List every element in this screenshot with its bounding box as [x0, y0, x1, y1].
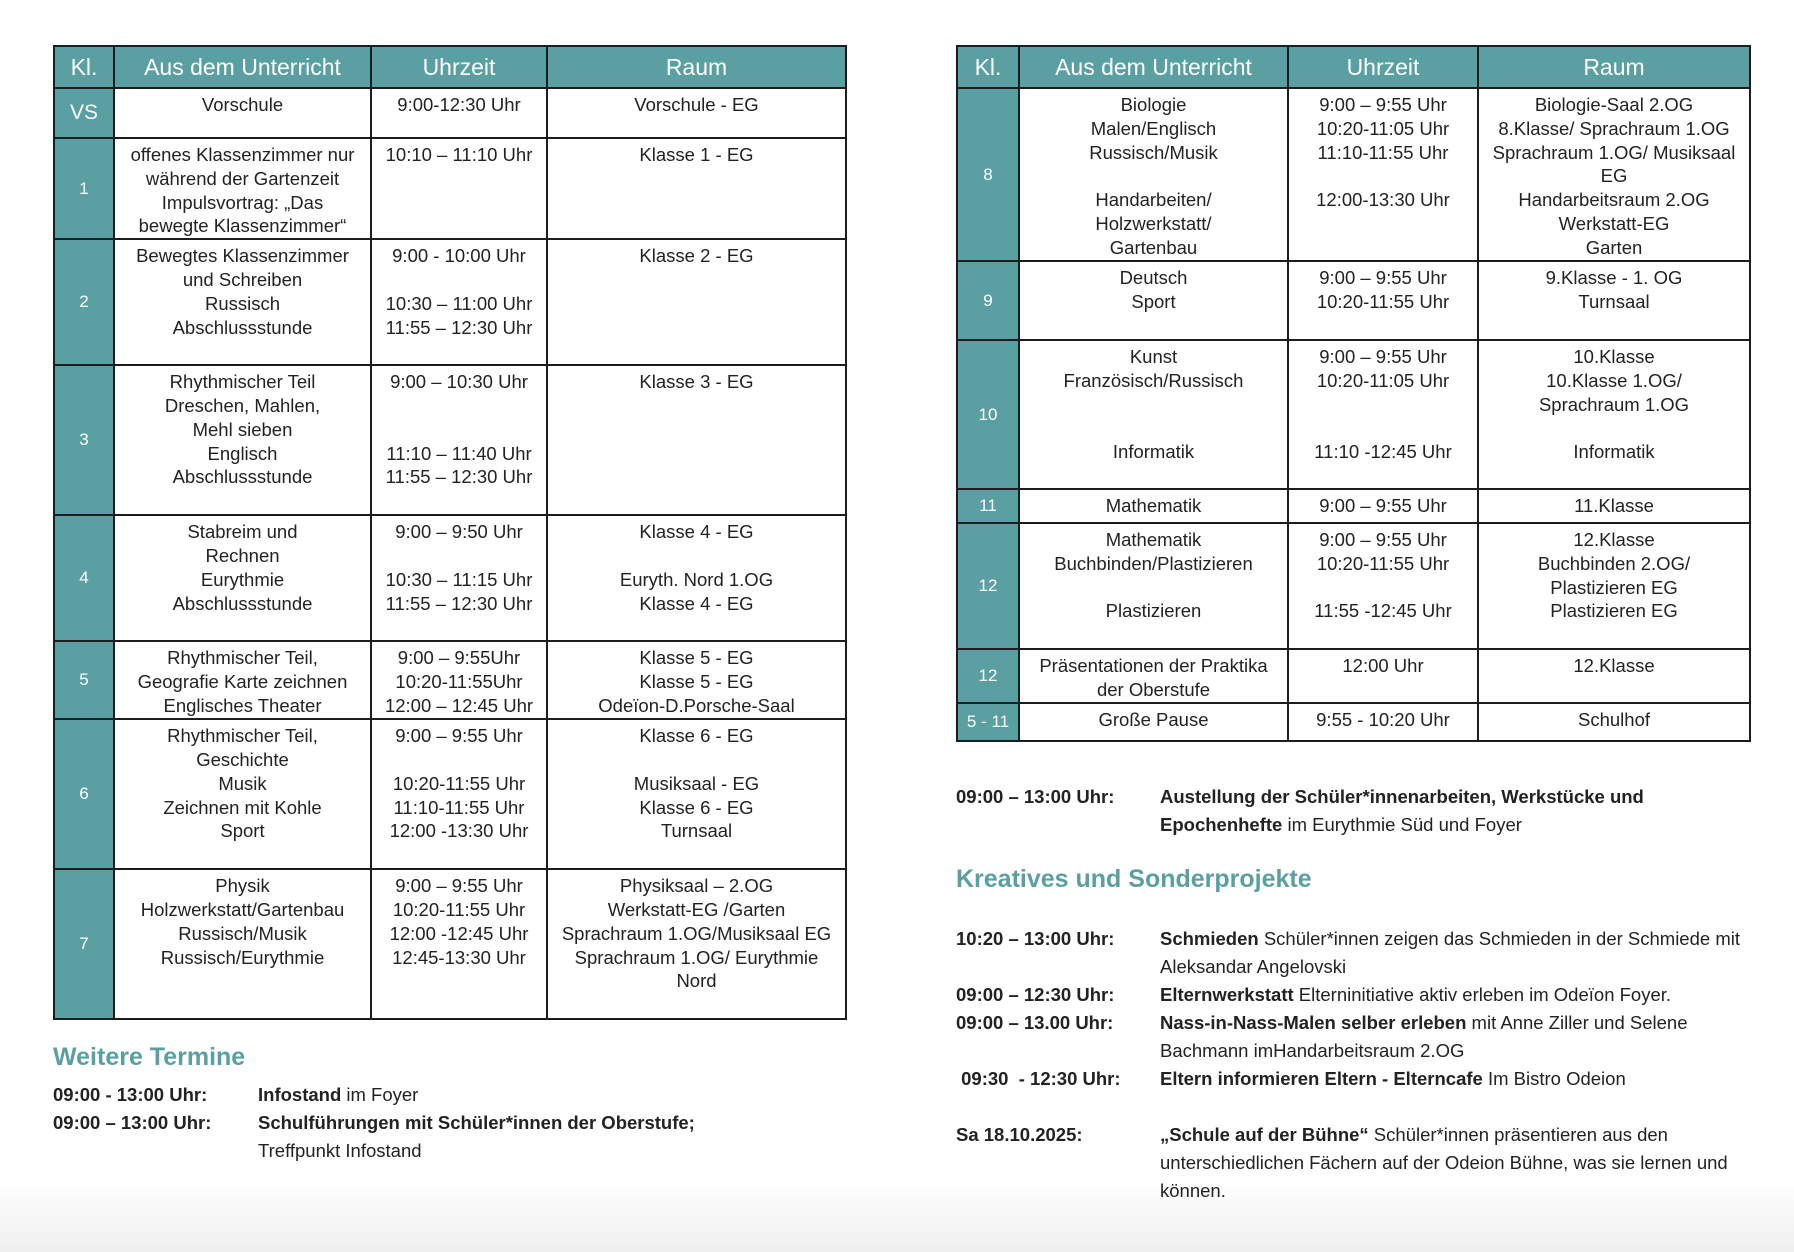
event-description: mit Anne Ziller und Selene Bachmann imHandarbeitsraum 2.OG: [1160, 1012, 1688, 1061]
schedule-table-left: [53, 45, 847, 1020]
time-cell: [371, 239, 547, 365]
subject-line: Dreschen, Mahlen,: [164, 394, 321, 416]
event-item: [956, 925, 1756, 981]
time-line: [372, 544, 546, 568]
subject-line: Russisch/Musik: [1089, 141, 1218, 163]
table-row: [54, 239, 846, 365]
event-title: Infostand: [258, 1084, 342, 1105]
subject-cell: [1019, 489, 1288, 523]
room-line: Informatik: [1573, 441, 1655, 463]
subject-line: Rhythmischer Teil,: [167, 647, 318, 669]
subject-line: Rechnen: [205, 544, 280, 566]
class-number: 2: [54, 239, 114, 365]
event-time: Sa 18.10.2025:: [956, 1124, 1083, 1145]
subject-line: Mathematik: [1105, 529, 1202, 550]
table-row: [957, 88, 1750, 261]
room-cell: [1478, 703, 1750, 741]
room-line: Sprachraum 1.OG/ Eurythmie: [574, 946, 819, 968]
subject-line: Impulsvortrag: „Das: [161, 191, 324, 213]
room-cell: [1478, 489, 1750, 523]
table-row: [957, 649, 1750, 703]
subject-line: Kunst: [1129, 346, 1178, 367]
room-line: 12.Klasse: [1573, 529, 1655, 550]
room-line: Klasse 4 - EG: [639, 521, 754, 543]
room-line: Garten: [1585, 236, 1643, 258]
time-line: 10:20-11:55 Uhr: [392, 772, 526, 794]
room-cell: [547, 515, 846, 641]
subject-cell: [1019, 523, 1288, 649]
room-line: Vorschule - EG: [634, 94, 759, 115]
event-title: Austellung der Schüler*innenarbeiten, Werkstücke und Epochenhefte: [1160, 786, 1644, 835]
room-line: Klasse 5 - EG: [639, 647, 754, 669]
event-time: 09:00 – 13:00 Uhr:: [53, 1112, 212, 1133]
room-line: 10.Klasse: [1573, 346, 1655, 367]
event-title: Schulführungen mit Schüler*innen der Oberstufe;: [258, 1112, 695, 1133]
header-unterricht: Aus dem Unterricht: [1019, 46, 1288, 88]
time-line: 11:55 -12:45 Uhr: [1314, 600, 1452, 622]
time-cell: [371, 138, 547, 239]
subject-line: Bewegtes Klassenzimmer: [136, 245, 349, 267]
room-cell: [547, 719, 846, 869]
time-cell: [371, 88, 547, 138]
room-line: 10.Klasse 1.OG/: [1546, 369, 1682, 391]
time-cell: [1288, 649, 1478, 703]
subject-line: Geografie Karte zeichnen: [137, 670, 348, 692]
event-time: 09:00 - 13:00 Uhr:: [53, 1084, 208, 1105]
time-line: 9:00 - 10:00 Uhr: [392, 245, 526, 267]
room-line: 9.Klasse - 1. OG: [1545, 267, 1683, 288]
room-cell: [547, 138, 846, 239]
subject-line: Rhythmischer Teil,: [167, 725, 318, 747]
time-line: 10:30 – 11:15 Uhr: [385, 568, 533, 590]
subject-cell: [1019, 649, 1288, 703]
time-cell: [1288, 703, 1478, 741]
time-line: 11:10-11:55 Uhr: [393, 796, 525, 818]
time-line: 9:00 – 10:30 Uhr: [390, 371, 528, 393]
subject-cell: [114, 88, 371, 138]
table-row: [54, 365, 846, 515]
table-row: [54, 641, 846, 719]
schedule-table-right: [956, 45, 1751, 742]
time-line: 9:00 – 9:55 Uhr: [1319, 94, 1447, 115]
class-number: 9: [957, 261, 1019, 340]
time-line: 10:20-11:05 Uhr: [1316, 369, 1450, 391]
event-title: „Schule auf der Bühne“: [1160, 1124, 1369, 1145]
header-kl: Kl.: [957, 46, 1019, 88]
class-number: 7: [54, 869, 114, 1019]
time-cell: [1288, 88, 1478, 261]
table-row: [957, 261, 1750, 340]
time-line: 9:55 - 10:20 Uhr: [1316, 709, 1450, 730]
weitere-termine-heading: Weitere Termine: [53, 1043, 246, 1071]
time-line: 9:00 – 9:50 Uhr: [395, 521, 523, 543]
time-cell: [371, 869, 547, 1019]
class-number: 5 - 11: [957, 703, 1019, 741]
event-item: [53, 1109, 813, 1169]
time-line: 12:00 -13:30 Uhr: [389, 820, 529, 842]
event-item: [956, 981, 1756, 1009]
subject-line: Geschichte: [196, 748, 289, 770]
subject-line: Sport: [220, 820, 265, 842]
room-line: Musiksaal - EG: [633, 772, 760, 794]
class-number: 5: [54, 641, 114, 719]
table-row: [54, 719, 846, 869]
class-number: 3: [54, 365, 114, 515]
subject-cell: [114, 719, 371, 869]
time-cell: [371, 365, 547, 515]
subject-line: Deutsch: [1119, 267, 1188, 288]
time-line: 11:10 – 11:40 Uhr: [386, 442, 532, 464]
kreatives-heading: Kreatives und Sonderprojekte: [956, 865, 1312, 893]
subject-line: [1020, 416, 1287, 440]
room-line: Physiksaal – 2.OG: [619, 875, 774, 897]
time-line: 10:20-11:55 Uhr: [1316, 552, 1450, 574]
subject-line: Abschlussstunde: [172, 592, 313, 614]
room-line: 12.Klasse: [1573, 655, 1655, 676]
subject-cell: [1019, 88, 1288, 261]
time-line: [1289, 576, 1477, 600]
subject-line: bewegte Klassenzimmer“: [138, 215, 347, 237]
table-row: [54, 869, 846, 1019]
subject-line: Holzwerkstatt/Gartenbau: [140, 898, 345, 920]
room-line: Klasse 3 - EG: [639, 371, 754, 393]
header-uhrzeit: Uhrzeit: [1288, 46, 1478, 88]
room-line: Klasse 1 - EG: [639, 144, 754, 165]
class-number: VS: [54, 88, 114, 138]
room-line: EG: [1600, 165, 1628, 187]
time-cell: [1288, 340, 1478, 489]
table-row: [957, 703, 1750, 741]
subject-cell: [1019, 340, 1288, 489]
time-line: 11:55 – 12:30 Uhr: [385, 316, 533, 338]
room-line: Werkstatt-EG /Garten: [607, 898, 786, 920]
event-description: Treffpunkt Infostand: [258, 1140, 422, 1161]
table-row: [957, 340, 1750, 489]
subject-cell: [114, 239, 371, 365]
subject-line: Englisches Theater: [163, 694, 322, 716]
room-cell: [547, 88, 846, 138]
subject-line: Sport: [1131, 290, 1176, 312]
time-line: 9:00 – 9:55 Uhr: [395, 725, 523, 747]
event-time: 09:30 - 12:30 Uhr:: [956, 1068, 1121, 1089]
subject-line: Englisch: [207, 442, 278, 464]
subject-line: Biologie: [1120, 94, 1187, 115]
time-line: 9:00 – 9:55Uhr: [397, 647, 521, 669]
room-line: Klasse 6 - EG: [639, 725, 754, 747]
subject-line: [1020, 576, 1287, 600]
subject-line: Physik: [215, 875, 270, 897]
time-line: 12:00 Uhr: [1342, 655, 1424, 676]
event-title: Schmieden: [1160, 928, 1259, 949]
time-line: 10:20-11:55 Uhr: [392, 898, 526, 920]
class-number: 1: [54, 138, 114, 239]
time-line: 12:00 -12:45 Uhr: [389, 922, 529, 944]
room-line: [548, 748, 845, 772]
room-line: Sprachraum 1.OG/ Musiksaal: [1492, 141, 1736, 163]
room-line: Turnsaal: [1578, 290, 1650, 312]
event-time: 09:00 – 13:00 Uhr:: [956, 786, 1115, 807]
subject-cell: [1019, 261, 1288, 340]
time-line: 10:30 – 11:00 Uhr: [385, 292, 533, 314]
buehne-item: [956, 1121, 1756, 1211]
subject-line: Rhythmischer Teil: [169, 371, 316, 393]
room-line: Euryth. Nord 1.OG: [619, 568, 774, 590]
subject-cell: [114, 365, 371, 515]
subject-cell: [1019, 703, 1288, 741]
subject-line: Handarbeiten/: [1095, 189, 1212, 211]
room-line: Klasse 2 - EG: [639, 245, 754, 267]
time-line: 9:00 – 9:55 Uhr: [1319, 346, 1447, 367]
subject-line: Abschlussstunde: [172, 466, 313, 488]
time-line: [1289, 393, 1477, 417]
time-line: 9:00 – 9:55 Uhr: [1319, 529, 1447, 550]
time-line: 9:00 – 9:55 Uhr: [1319, 495, 1447, 516]
subject-line: während der Gartenzeit: [145, 167, 340, 189]
class-number: 8: [957, 88, 1019, 261]
room-line: Odeïon-D.Porsche-Saal: [598, 694, 795, 716]
class-number: 12: [957, 649, 1019, 703]
room-line: 8.Klasse/ Sprachraum 1.OG: [1498, 117, 1730, 139]
time-line: 11:10 -12:45 Uhr: [1314, 441, 1452, 463]
time-line: 11:55 – 12:30 Uhr: [385, 466, 533, 488]
subject-cell: [114, 869, 371, 1019]
table-header-row: [54, 46, 846, 88]
room-line: Plastizieren EG: [1550, 600, 1678, 622]
time-line: 12:45-13:30 Uhr: [392, 946, 526, 968]
header-kl: Kl.: [54, 46, 114, 88]
header-unterricht: Aus dem Unterricht: [114, 46, 371, 88]
time-line: 10:10 – 11:10 Uhr: [385, 144, 533, 165]
event-description: Schüler*innen zeigen das Schmieden in der Schmiede mit Aleksandar Angelovski: [1160, 928, 1740, 977]
subject-line: und Schreiben: [182, 268, 303, 290]
table-row: [54, 515, 846, 641]
time-line: [372, 748, 546, 772]
class-number: 12: [957, 523, 1019, 649]
event-title: Elternwerkstatt: [1160, 984, 1294, 1005]
time-cell: [1288, 261, 1478, 340]
subject-line: Vorschule: [201, 94, 284, 115]
time-line: [372, 394, 546, 418]
time-line: 9:00-12:30 Uhr: [397, 94, 521, 115]
room-cell: [547, 641, 846, 719]
room-line: Plastizieren EG: [1550, 576, 1678, 598]
subject-line: Mathematik: [1105, 495, 1202, 516]
room-line: [548, 544, 845, 568]
time-line: 11:55 – 12:30 Uhr: [385, 592, 533, 614]
event-item: [956, 1065, 1756, 1093]
time-line: [372, 268, 546, 292]
room-line: Sprachraum 1.OG: [1538, 393, 1690, 415]
table-row: [54, 138, 846, 239]
time-line: [1289, 416, 1477, 440]
subject-line: Malen/Englisch: [1090, 117, 1217, 139]
subject-line: Gartenbau: [1109, 236, 1198, 258]
event-title: Nass-in-Nass-Malen selber erleben: [1160, 1012, 1467, 1033]
room-line: Schulhof: [1578, 709, 1650, 730]
subject-line: Französisch/Russisch: [1063, 369, 1244, 391]
subject-line: offenes Klassenzimmer nur: [130, 144, 355, 165]
time-cell: [371, 719, 547, 869]
ausstellung-item: [956, 783, 1756, 843]
room-line: Sprachraum 1.OG/Musiksaal EG: [561, 922, 832, 944]
room-cell: [547, 239, 846, 365]
table-header-row: [957, 46, 1750, 88]
event-time: 09:00 – 12:30 Uhr:: [956, 984, 1115, 1005]
room-cell: [1478, 649, 1750, 703]
class-number: 11: [957, 489, 1019, 523]
class-number: 10: [957, 340, 1019, 489]
class-number: 6: [54, 719, 114, 869]
subject-line: [1020, 393, 1287, 417]
room-line: Buchbinden 2.OG/: [1537, 552, 1691, 574]
event-description: Schüler*innen präsentieren aus den unterschiedlichen Fächern auf der Odeion Bühne, was sie lernen und können.: [1160, 1124, 1728, 1201]
subject-cell: [114, 515, 371, 641]
subject-line: Eurythmie: [200, 568, 285, 590]
time-line: 9:00 – 9:55 Uhr: [395, 875, 523, 897]
time-line: 9:00 – 9:55 Uhr: [1319, 267, 1447, 288]
time-cell: [371, 515, 547, 641]
event-title: Eltern informieren Eltern - Elterncafe: [1160, 1068, 1483, 1089]
time-line: 10:20-11:55Uhr: [395, 670, 523, 692]
table-row: [957, 523, 1750, 649]
time-line: 10:20-11:55 Uhr: [1316, 290, 1450, 312]
room-line: Klasse 6 - EG: [639, 796, 754, 818]
event-description: Im Bistro Odeion: [1482, 1068, 1626, 1089]
subject-cell: [114, 138, 371, 239]
class-number: 4: [54, 515, 114, 641]
header-raum: Raum: [1478, 46, 1750, 88]
room-line: Nord: [676, 970, 717, 992]
subject-line: Abschlussstunde: [172, 316, 313, 338]
room-cell: [1478, 88, 1750, 261]
time-line: 12:00-13:30 Uhr: [1316, 189, 1450, 211]
subject-line: [1020, 164, 1287, 188]
event-description: im Eurythmie Süd und Foyer: [1282, 814, 1522, 835]
time-line: 11:10-11:55 Uhr: [1317, 141, 1449, 163]
time-line: [1289, 164, 1477, 188]
subject-line: Zeichnen mit Kohle: [163, 796, 322, 818]
subject-line: Plastizieren: [1105, 600, 1202, 622]
room-line: Turnsaal: [660, 820, 733, 842]
room-line: Klasse 4 - EG: [639, 592, 754, 614]
time-line: [372, 418, 546, 442]
subject-line: Präsentationen der Praktika: [1039, 655, 1268, 676]
subject-line: der Oberstufe: [1096, 678, 1211, 700]
event-description: Elterninitiative aktiv erleben im Odeïon Foyer.: [1293, 984, 1672, 1005]
room-cell: [1478, 340, 1750, 489]
subject-line: Russisch/Musik: [178, 922, 307, 944]
subject-line: Große Pause: [1098, 709, 1209, 730]
subject-line: Informatik: [1112, 441, 1195, 463]
room-line: Klasse 5 - EG: [639, 670, 754, 692]
subject-line: Stabreim und: [187, 521, 298, 543]
time-line: 12:00 – 12:45 Uhr: [384, 694, 534, 716]
event-time: 09:00 – 13.00 Uhr:: [956, 1012, 1114, 1033]
event-item: [53, 1081, 813, 1111]
time-cell: [371, 641, 547, 719]
subject-line: Musik: [218, 772, 267, 794]
room-line: 11.Klasse: [1574, 495, 1654, 516]
subject-line: Russisch: [204, 292, 281, 314]
time-cell: [1288, 489, 1478, 523]
room-line: Werkstatt-EG: [1558, 212, 1670, 234]
header-raum: Raum: [547, 46, 846, 88]
header-uhrzeit: Uhrzeit: [371, 46, 547, 88]
event-time: 10:20 – 13:00 Uhr:: [956, 928, 1115, 949]
room-cell: [1478, 261, 1750, 340]
room-cell: [547, 365, 846, 515]
room-line: Biologie-Saal 2.OG: [1534, 94, 1694, 115]
event-description: im Foyer: [341, 1084, 419, 1105]
subject-cell: [114, 641, 371, 719]
time-cell: [1288, 523, 1478, 649]
time-line: 10:20-11:05 Uhr: [1316, 117, 1450, 139]
room-cell: [547, 869, 846, 1019]
room-line: [1479, 416, 1749, 440]
subject-line: Russisch/Eurythmie: [160, 946, 325, 968]
room-cell: [1478, 523, 1750, 649]
subject-line: Holzwerkstatt/: [1095, 212, 1212, 234]
subject-line: Mehl sieben: [192, 418, 293, 440]
event-item: [956, 1009, 1756, 1065]
table-row: [54, 88, 846, 138]
room-line: Handarbeitsraum 2.OG: [1518, 189, 1710, 211]
subject-line: Buchbinden/Plastizieren: [1054, 552, 1253, 574]
table-row: [957, 489, 1750, 523]
